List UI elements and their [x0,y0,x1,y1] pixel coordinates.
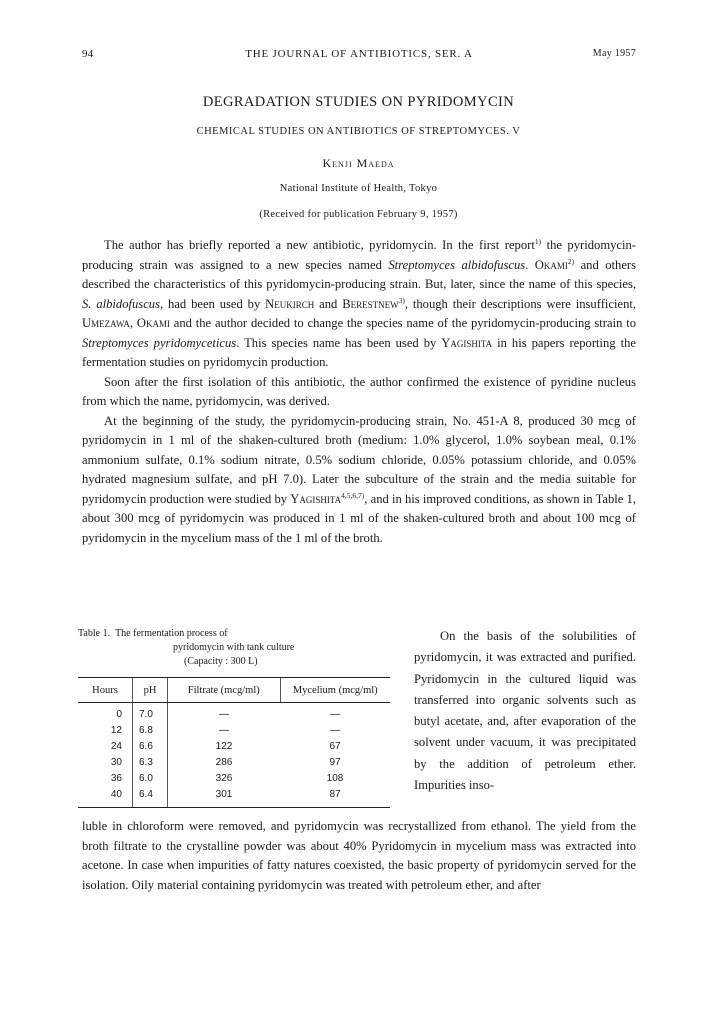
text-run: in his papers reporting the fermentation studies on pyridomycin production. [82,335,636,369]
text-run: , had been used by [160,296,266,311]
paragraph-4: On the basis of the solubilities of pyridomycin, it was extracted and purified. Pyridomycin in the cultured liquid was transferred into organic solvents such as butyl acetate, and, after evaporation of the solvent under vacuum, it was precipitated by the addition of petroleum ether. Impurities inso- [414,629,636,793]
text-run: the pyridomycin-producing strain was assigned to a new species named [82,238,636,272]
fermentation-table [78,677,390,808]
table-cell: 6.3 [133,755,168,771]
author-name: Kenji Maeda [322,156,395,170]
author-ref-name: Yagishita [290,491,342,506]
reference-marker: 3) [398,295,405,305]
table-cell: 36 [110,773,122,784]
text-run: and [314,296,343,311]
reference-marker: 1) [534,237,542,246]
text-run: , [129,316,137,330]
table-cell: 30 [110,757,122,768]
table-caption [78,627,390,669]
author-affiliation: National Institute of Health, Tokyo [279,183,438,194]
article-title: DEGRADATION STUDIES ON PYRIDOMYCIN [202,94,515,110]
author-ref-name: Umezawa [82,316,130,330]
table-cell: — [168,703,281,724]
table-cell: — [330,725,340,736]
journal-name: THE JOURNAL OF ANTIBIOTICS, SER. A [245,48,473,60]
table-cell: 6.8 [133,723,168,739]
table-header-row [78,678,390,703]
article-subtitle: CHEMICAL STUDIES ON ANTIBIOTICS OF STREPTOMYCES. V [196,126,521,137]
text-run: and others described the characteristics of this pyridomycin-producing strain. But, later, since the name of this species, [82,257,637,291]
table-row [78,755,390,771]
table-row [78,787,390,808]
author-ref-name: Yagishita [441,335,493,350]
caption-line: (Capacity : 300 L) [184,656,258,667]
paragraph-1 [82,236,636,373]
text-run: . This species name has been used by [236,335,442,350]
author-ref-name: Okami [534,257,568,272]
text-run: and the author decided to change the species name of the pyridomycin-producing strain to [169,316,636,330]
table-cell: 6.0 [133,771,168,787]
table-cell: 97 [329,757,341,768]
table-cell: 326 [168,771,281,787]
table-row [78,723,390,739]
text-run: The author has briefly reported a new antibiotic, pyridomycin. In the first report [104,238,535,252]
paragraph-2: Soon after the first isolation of this antibiotic, the author confirmed the existence of pyridine nucleus from which the name, pyridomycin, was derived. [82,374,636,408]
paragraph-3 [82,412,636,549]
table-cell: 40 [78,787,133,808]
table-cell: 6.4 [133,787,168,808]
column-header: pH [133,678,168,703]
page-number: 94 [82,48,94,60]
species-name: Streptomyces pyridomyceticus [82,335,237,350]
reference-marker: 2) [567,256,575,266]
table-cell: 7.0 [133,703,168,724]
table-cell: 122 [168,739,281,755]
text-run: At the beginning of the study, the pyridomycin-producing strain, No. 451-A 8, produced 30 mcg of pyridomycin in 1 ml of the shaken-cultured broth (medium: 1.0% glycerol, 1.0% soybean meal, 0.1% ammonium sulfate, 0.1% sodium nitrate, 0.5% sodium chloride, 0.05% potassium chloride, and 0.05% hydrated magnesium sulfate, and pH 7.0). Later the subculture of the strain and the media suitable for pyridomycin production were studied by [82,413,636,506]
text-run: , and in his improved conditions, as shown in Table 1, about 300 mcg of pyridomycin was produced in 1 ml of the shaken-cultured broth and about 100 mcg of pyridomycin in the mycelium mass of the 1 ml of the broth. [82,491,636,545]
author-ref-name: Berestnew [342,296,399,311]
species-name: S. albidofuscus [82,296,160,311]
running-header [82,48,636,66]
table-label: Table 1. [78,628,111,639]
table-cell: 24 [110,741,122,752]
table-1 [78,627,390,808]
caption-line: The fermentation process of [115,628,228,639]
table-cell: 286 [168,755,281,771]
author-ref-name: Neukirch [265,296,315,311]
table-cell: 67 [329,741,341,752]
reference-marker: 4,5,6,7) [341,490,365,500]
author-ref-name: Okami [136,316,170,330]
text-run: . [525,257,535,272]
received-date: (Received for publication February 9, 1957) [259,209,458,220]
table-cell: 0 [116,709,122,720]
table-row [78,771,390,787]
paragraph-4-continued: luble in chloroform were removed, and pyridomycin was recrystallized from ethanol. The yield from the broth filtrate to the crystalline powder was about 40% Pyridomycin in mycelium mass was extracted into acetone. In case when impurities of fatty natures coexisted, the basic property of pyridomycin served for the isolation. Oily material containing pyridomycin was treated with petroleum ether, and after [82,819,636,892]
table-cell: 87 [280,787,390,808]
main-text [82,236,636,548]
species-name: Streptomyces albidofuscus [388,257,526,272]
continued-text [82,817,636,895]
column-header: Filtrate (mcg/ml) [168,678,281,703]
column-header: Mycelium (mcg/ml) [280,678,390,703]
table-cell: 301 [168,787,281,808]
column-header: Hours [78,678,133,703]
text-run: , though their descriptions were insufficient, [404,296,637,311]
table-cell: — [330,709,340,720]
caption-line: pyridomycin with tank culture [173,642,295,653]
table-cell: 12 [110,725,122,736]
table-cell: 108 [326,773,344,784]
table-row [78,703,390,724]
table-cell: — [168,723,281,739]
table-cell: 6.6 [133,739,168,755]
table-row [78,739,390,755]
issue-date: May 1957 [592,48,636,59]
side-column-text [414,626,636,796]
